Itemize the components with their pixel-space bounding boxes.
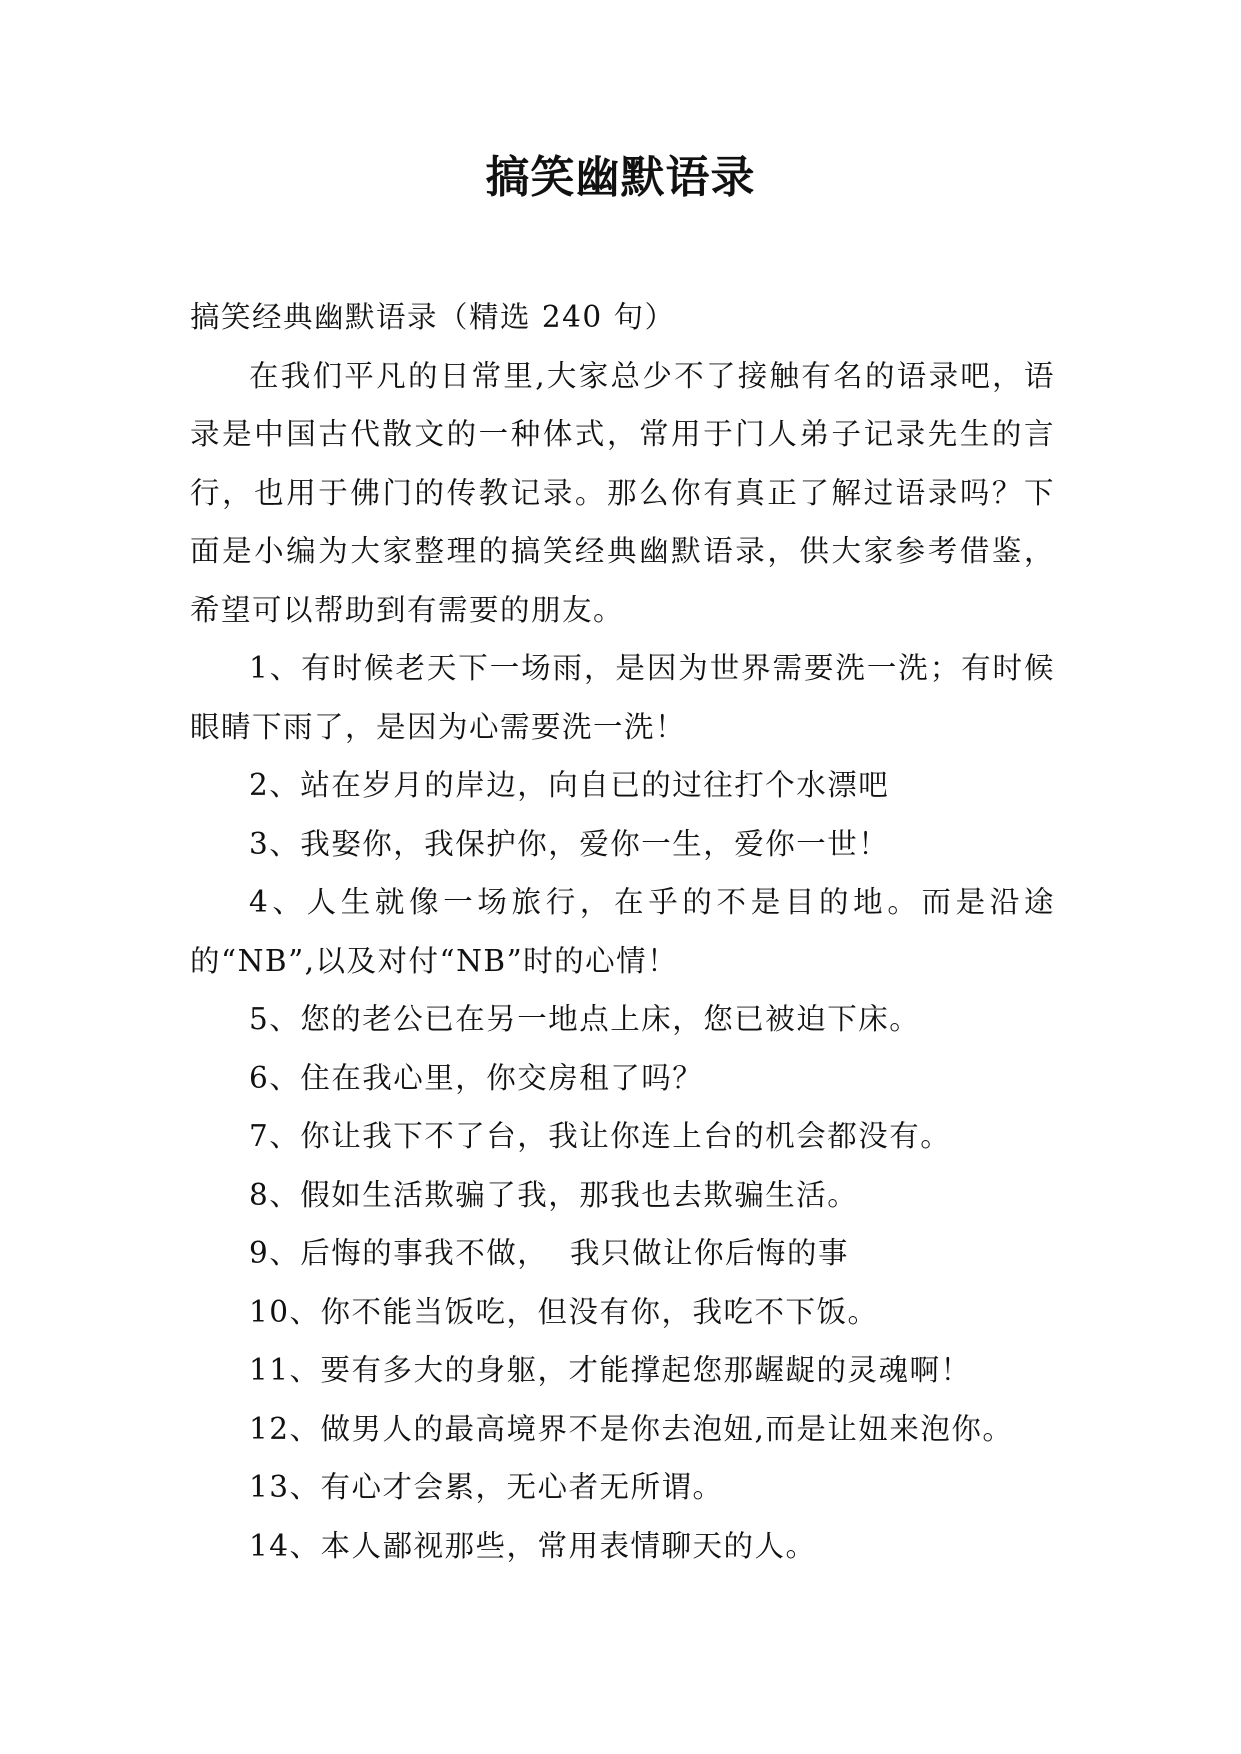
quote-item-1: 1、有时候老天下一场雨，是因为世界需要洗一洗；有时候眼睛下雨了，是因为心需要洗一洗！ (190, 651, 1055, 744)
quote-item-3: 3、我娶你，我保护你，爱你一生，爱你一世！ (249, 826, 890, 861)
document-body (190, 288, 1055, 1575)
quote-item-2: 2、站在岁月的岸边，向自已的过往打个水漂吧 (249, 768, 890, 802)
quote-item-9: 9、后悔的事我不做， 我只做让你后悔的事 (249, 1236, 850, 1270)
quote-item-13: 13、有心才会累，无心者无所谓。 (249, 1470, 724, 1504)
quote-item-6: 6、住在我心里，你交房租了吗？ (249, 1060, 704, 1095)
quote-item-7: 7、你让我下不了台，我让你连上台的机会都没有。 (249, 1119, 952, 1153)
intro-paragraph: 在我们平凡的日常里,大家总少不了接触有名的语录吧，语录是中国古代散文的一种体式，常用于门人弟子记录先生的言行，也用于佛门的传教记录。那么你有真正了解过语录吗？下面是小编为大家整理的搞笑经典幽默语录，供大家参考借鉴，希望可以帮助到有需要的朋友。 (190, 358, 1055, 627)
quote-item-4: 4、人生就像一场旅行，在乎的不是目的地。而是沿途的“NB”,以及对付“NB”时的心情！ (190, 885, 1055, 978)
quote-item-10: 10、你不能当饭吃，但没有你，我吃不下饭。 (249, 1294, 879, 1329)
quote-item-8: 8、假如生活欺骗了我，那我也去欺骗生活。 (249, 1177, 859, 1212)
document-title: 搞笑幽默语录 (485, 152, 756, 203)
document-subtitle: 搞笑经典幽默语录（精选 240 句） (190, 300, 676, 334)
quote-item-5: 5、您的老公已在另一地点上床，您已被迫下床。 (249, 1002, 921, 1036)
quote-item-12: 12、做男人的最高境界不是你去泡妞,而是让妞来泡你。 (249, 1411, 1014, 1446)
quote-item-11: 11、要有多大的身躯，才能撑起您那龌龊的灵魂啊！ (249, 1353, 972, 1387)
quote-item-14: 14、本人鄙视那些，常用表情聊天的人。 (249, 1528, 817, 1563)
